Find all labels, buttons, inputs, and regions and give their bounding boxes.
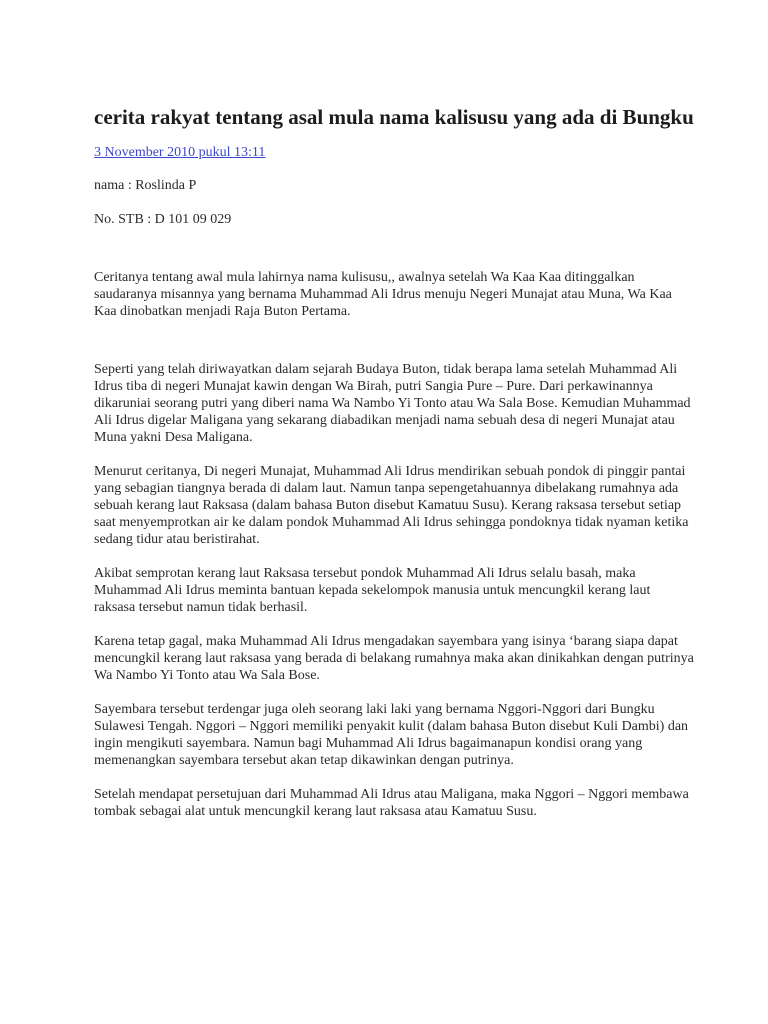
stb-line: No. STB : D 101 09 029 bbox=[94, 212, 232, 227]
post-date-link[interactable]: 3 November 2010 pukul 13:11 bbox=[94, 145, 266, 160]
article-paragraph: Karena tetap gagal, maka Muhammad Ali Idrus mengadakan sayembara yang isinya ‘barang siapa dapat mencungkil kerang laut raksasa yang berada di belakang rumahnya maka akan dinikahkan dengan putrinya Wa Nambo Yi Tonto atau Wa Sala Bose. bbox=[94, 634, 694, 683]
article-page bbox=[94, 104, 694, 820]
article-paragraph: Akibat semprotan kerang laut Raksasa tersebut pondok Muhammad Ali Idrus selalu basah, maka Muhammad Ali Idrus meminta bantuan kepada sekelompok manusia untuk mencungkil kerang laut raksasa tersebut namun tidak berhasil. bbox=[94, 566, 651, 615]
article-title: cerita rakyat tentang asal mula nama kalisusu yang ada di Bungku bbox=[94, 105, 694, 129]
article-paragraph: Setelah mendapat persetujuan dari Muhammad Ali Idrus atau Maligana, maka Nggori – Nggori membawa tombak sebagai alat untuk mencungkil kerang laut raksasa atau Kamatuu Susu. bbox=[94, 787, 689, 819]
article-paragraph: Sayembara tersebut terdengar juga oleh seorang laki laki yang bernama Nggori-Nggori dari Bungku Sulawesi Tengah. Nggori – Nggori memiliki penyakit kulit (dalam bahasa Buton disebut Kuli Dambi) dan ingin mengikuti sayembara. Namun bagi Muhammad Ali Idrus bagaimanapun kondisi orang yang memenangkan sayembara tersebut akan tetap dikawinkan dengan putrinya. bbox=[94, 702, 689, 768]
article-paragraph: Seperti yang telah diriwayatkan dalam sejarah Budaya Buton, tidak berapa lama setelah Muhammad Ali Idrus tiba di negeri Munajat kawin dengan Wa Birah, putri Sangia Pure – Pure. Dari perkawinannya dikaruniai seorang putri yang diberi nama Wa Nambo Yi Tonto atau Wa Sala Bose. Kemudian Muhammad Ali Idrus digelar Maligana yang sekarang diabadikan menjadi nama sebuah desa di negeri Munajat atau Muna yakni Desa Maligana. bbox=[94, 362, 691, 445]
author-line: nama : Roslinda P bbox=[94, 178, 197, 193]
article-paragraph: Ceritanya tentang awal mula lahirnya nama kulisusu,, awalnya setelah Wa Kaa Kaa ditinggalkan saudaranya misannya yang bernama Muhammad Ali Idrus menuju Negeri Munajat atau Muna, Wa Kaa Kaa dinobatkan menjadi Raja Buton Pertama. bbox=[94, 270, 672, 319]
article-paragraph: Menurut ceritanya, Di negeri Munajat, Muhammad Ali Idrus mendirikan sebuah pondok di pinggir pantai yang sebagian tiangnya berada di dalam laut. Namun tanpa sepengetahuannya dibelakang rumahnya ada sebuah kerang laut Raksasa (dalam bahasa Buton disebut Kamatuu Susu). Kerang raksasa tersebut setiap saat menyemprotkan air ke dalam pondok Muhammad Ali Idrus sehingga pondoknya tidak nyaman ketika sedang tidur atau beristirahat. bbox=[94, 464, 689, 547]
